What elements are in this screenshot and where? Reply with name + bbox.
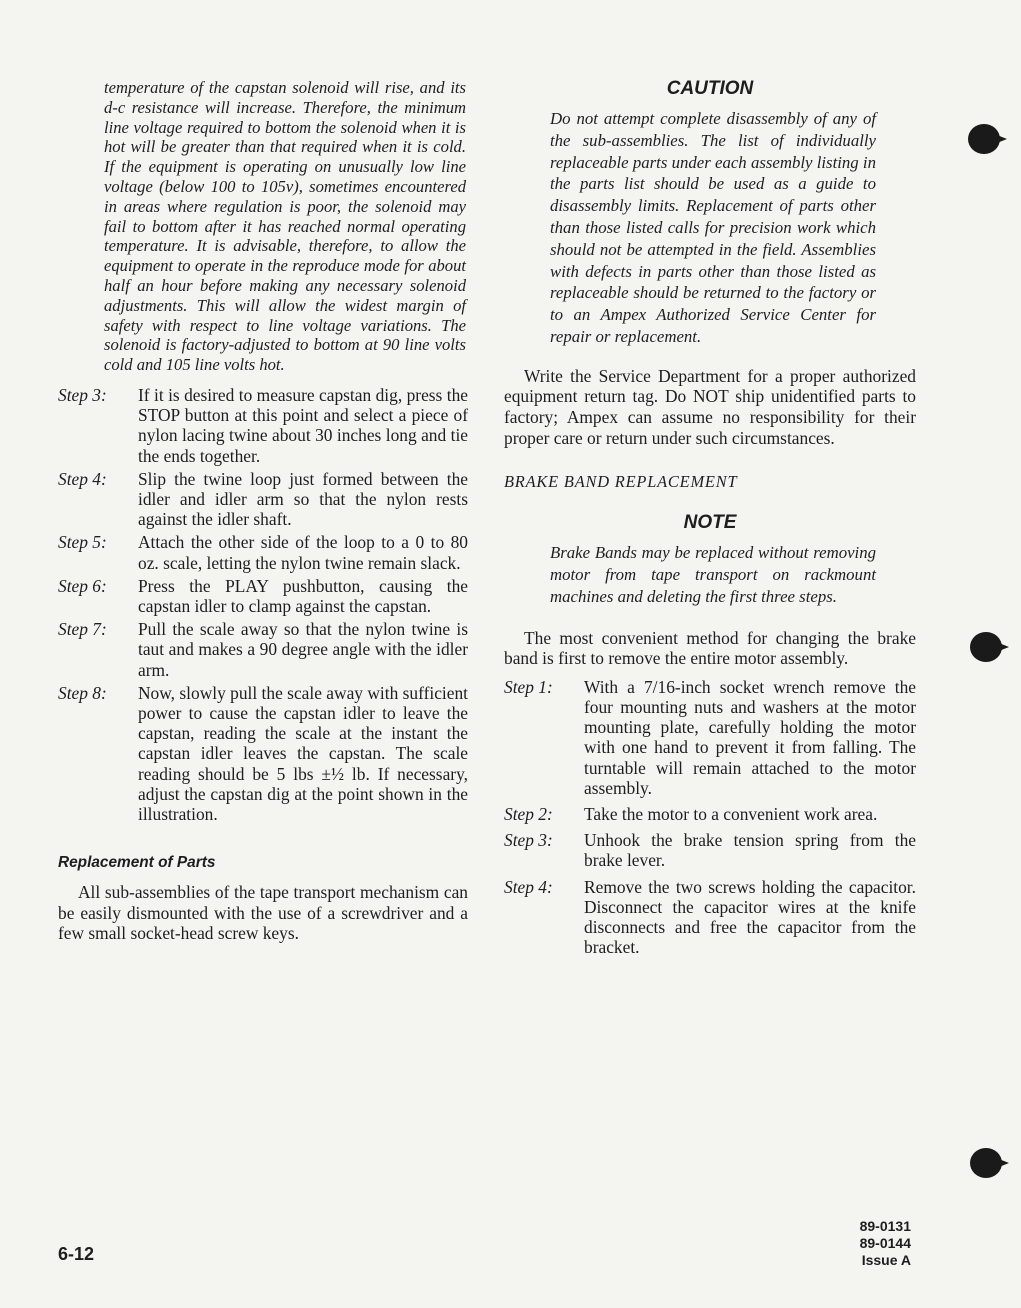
step-label: Step 8:: [58, 682, 107, 703]
step-label: Step 3:: [504, 830, 553, 851]
right-steps: [504, 677, 916, 958]
step-label: Step 1:: [504, 676, 553, 697]
doc-id: 89-0131: [859, 1218, 911, 1234]
step-8: [58, 683, 468, 824]
step-label: Step 4:: [504, 876, 553, 897]
step-3: [504, 830, 916, 870]
note-heading: NOTE: [683, 512, 737, 534]
step-3: [58, 385, 468, 466]
binder-hole-icon: [970, 632, 1002, 662]
issue-label: Issue A: [861, 1252, 911, 1268]
step-6: [58, 576, 468, 616]
step-text: Now, slowly pull the scale away with sufficient power to cause the capstan idler to leave the capstan, reading the scale at the instant the capstan idler leaves the capstan. The scale reading should be 5 lbs ±½ lb. If necessary, adjust the capstan dig at the point shown in the illustration.: [138, 682, 468, 825]
doc-id: 89-0144: [859, 1235, 911, 1251]
caution-text: Do not attempt complete disassembly of any of the sub-assemblies. The list of individually replaceable parts under each assembly listing in the parts list should be used as a guide to disassembly limits. Replacement of parts other than those listed calls for precision work which should not be attempted in the field. Assemblies with defects in parts other than those listed as replaceable should be returned to the factory or to an Ampex Authorized Service Center for repair or replacement.: [550, 109, 876, 346]
caution-heading: CAUTION: [666, 78, 754, 99]
step-4: [504, 877, 916, 958]
left-column: [58, 78, 468, 944]
brake-band-heading: BRAKE BAND REPLACEMENT: [504, 472, 738, 492]
solenoid-note-continuation: temperature of the capstan solenoid will rise, and its d-c resistance will increase. Therefore, the minimum line voltage required to bottom the solenoid when it is hot will be greater than that required when it is cold. If the equipment is operating on unusually low line voltage (below 100 to 105v), sometimes encountered in areas where regulation is poor, the solenoid may fail to bottom after it has reached normal operating temperature. It is advisable, therefore, to allow the equipment to operate in the reproduce mode for about half an hour before making any necessary solenoid adjustments. This will allow the widest margin of safety with respect to line voltage variations. The solenoid is factory-adjusted to bottom at 90 line volts cold and 105 line volts hot.: [104, 78, 466, 375]
step-label: Step 4:: [58, 468, 107, 489]
method-text: The most convenient method for changing the brake band is first to remove the entire motor assembly.: [504, 627, 916, 669]
step-7: [58, 619, 468, 680]
step-text: Slip the twine loop just formed between the idler and idler arm so that the nylon rests against the idler shaft.: [138, 468, 468, 530]
step-text: Unhook the brake tension spring from the brake lever.: [584, 830, 916, 871]
step-4: [58, 469, 468, 530]
replacement-of-parts-heading: Replacement of Parts: [58, 854, 216, 872]
step-label: Step 5:: [58, 532, 107, 553]
step-5: [58, 532, 468, 572]
service-department-text: Write the Service Department for a proper authorized equipment return tag. Do NOT ship unidentified parts to factory; Ampex can assume no responsibility for their proper care or return under such circumstances.: [504, 365, 916, 448]
step-text: Take the motor to a convenient work area.: [584, 803, 878, 824]
binder-hole-icon: [970, 1148, 1002, 1178]
step-text: If it is desired to measure capstan dig, press the STOP button at this point and select a piece of nylon lacing twine about 30 inches long and tie the ends together.: [138, 384, 468, 466]
step-text: With a 7/16-inch socket wrench remove the four mounting nuts and washers at the motor mounting plate, carefully holding the motor with one hand to prevent it from falling. The turntable will remain attached to the motor assembly.: [584, 676, 916, 798]
step-text: Remove the two screws holding the capacitor. Disconnect the capacitor wires at the knife disconnects and free the capacitor from the bracket.: [584, 876, 916, 958]
note-text: Brake Bands may be replaced without removing motor from tape transport on rackmount machines and deleting the first three steps.: [550, 543, 876, 606]
step-2: [504, 804, 916, 824]
page-number: 6-12: [58, 1244, 95, 1264]
step-label: Step 7:: [58, 619, 107, 640]
step-1: [504, 677, 916, 798]
step-label: Step 2:: [504, 803, 553, 824]
step-label: Step 6:: [58, 575, 107, 596]
replacement-of-parts-text: All sub-assemblies of the tape transport mechanism can be easily dismounted with the use of a screwdriver and a few small socket-head screw keys.: [58, 882, 468, 944]
step-label: Step 3:: [58, 384, 107, 405]
binder-hole-icon: [968, 124, 1000, 154]
step-text: Press the PLAY pushbutton, causing the capstan idler to clamp against the capstan.: [138, 575, 468, 616]
step-text: Pull the scale away so that the nylon twine is taut and makes a 90 degree angle with the idler arm.: [138, 619, 468, 680]
left-steps: [58, 385, 468, 824]
document-ids: [860, 1218, 911, 1269]
step-text: Attach the other side of the loop to a 0 to 80 oz. scale, letting the nylon twine remain slack.: [138, 532, 468, 573]
right-column: [504, 78, 916, 957]
